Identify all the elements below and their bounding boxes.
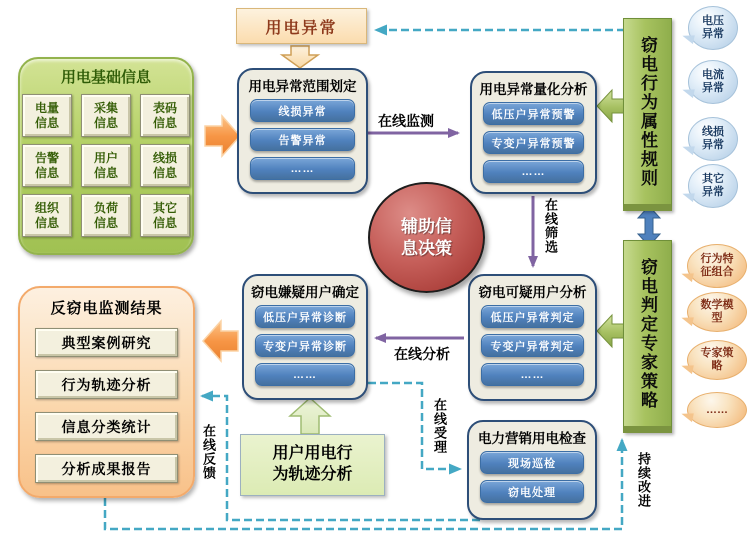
arrow-baseinfo-to-scope (205, 116, 240, 156)
result-item: 信息分类统计 (35, 412, 178, 441)
suspect-analysis-item: 低压户异常判定 (481, 305, 584, 328)
inspection-item: 窃电处理 (480, 480, 584, 503)
scope-item: 线损异常 (250, 99, 355, 122)
power-abnormal-box: 用电异常 (236, 8, 367, 44)
bubble-more: …… (687, 392, 747, 428)
suspect-confirm-item: …… (255, 363, 355, 386)
info-tile: 负荷信息 (81, 194, 131, 237)
result-item: 典型案例研究 (35, 328, 178, 357)
info-tile: 表码信息 (140, 94, 190, 137)
box-title: 用电异常量化分析 (479, 82, 588, 97)
base-info-title: 用电基础信息 (60, 69, 151, 86)
suspect-analysis-item: 专变户异常判定 (481, 334, 584, 357)
inspection-item: 现场巡检 (480, 451, 584, 474)
label-online-filter: 在线筛选 (543, 198, 558, 254)
info-tile: 组织信息 (22, 194, 72, 237)
info-tile: 电量信息 (22, 94, 72, 137)
aux-decision-circle: 辅助信息决策 (368, 182, 485, 293)
bubble-feature-combo: 行为特征组合 (687, 244, 747, 288)
label-continuous-improve: 持续改进 (636, 452, 651, 508)
scope-item: 告警异常 (250, 128, 355, 151)
suspect-analysis-item: …… (481, 363, 584, 386)
info-tile: 告警信息 (22, 144, 72, 187)
suspect-analysis-box (468, 274, 597, 401)
info-tile: 线损信息 (140, 144, 190, 187)
abnormal-scope-box (237, 68, 368, 194)
monitor-results-panel (18, 286, 195, 498)
inspection-box (467, 420, 597, 520)
label-online-monitor: 在线监测 (378, 113, 434, 129)
arrow-trajectory-up (290, 398, 330, 434)
suspect-confirm-item: 低压户异常诊断 (255, 305, 355, 328)
results-title: 反窃电监测结果 (50, 300, 163, 317)
box-title: 用电异常范围划定 (248, 79, 357, 94)
scope-item: …… (250, 157, 355, 180)
base-info-tiles (20, 94, 192, 237)
label-online-feedback: 在线反馈 (201, 424, 216, 480)
base-info-panel (18, 57, 194, 255)
trajectory-analysis-box: 用户用电行为轨迹分析 (240, 434, 385, 496)
quant-item: …… (483, 160, 584, 183)
bubble-voltage-abnormal: 电压异常 (688, 6, 738, 50)
suspect-confirm-item: 专变户异常诊断 (255, 334, 355, 357)
quant-item: 低压户异常预警 (483, 102, 584, 125)
label-online-accept: 在线受理 (432, 398, 447, 454)
result-item: 分析成果报告 (35, 454, 178, 483)
arrow-strategy-to-analysis (597, 315, 625, 347)
label-online-analysis: 在线分析 (394, 346, 450, 362)
strategy-bar: 窃电判定专家策略 (623, 240, 672, 433)
info-tile: 用户信息 (81, 144, 131, 187)
info-tile: 其它信息 (140, 194, 190, 237)
bubble-math-model: 数学模型 (687, 292, 747, 332)
bubble-other-abnormal: 其它异常 (688, 164, 738, 208)
box-title: 电力营销用电检查 (478, 431, 586, 446)
arrow-abnormal-down (282, 46, 318, 68)
bubble-lineloss-abnormal: 线损异常 (688, 117, 738, 161)
arrow-confirm-to-results (203, 321, 238, 361)
info-tile: 采集信息 (81, 94, 131, 137)
quant-analysis-box (470, 71, 597, 194)
bubble-current-abnormal: 电流异常 (688, 60, 738, 104)
box-title: 窃电嫌疑用户确定 (251, 285, 359, 300)
quant-item: 专变户异常预警 (483, 131, 584, 154)
bubble-expert-strategy: 专家策略 (687, 340, 747, 380)
suspect-confirm-box (242, 274, 368, 400)
box-title: 窃电可疑用户分析 (478, 285, 587, 300)
arrow-rules-to-quant (597, 90, 625, 122)
rules-bar: 窃电行为属性规则 (623, 18, 672, 211)
result-item: 行为轨迹分析 (35, 370, 178, 399)
